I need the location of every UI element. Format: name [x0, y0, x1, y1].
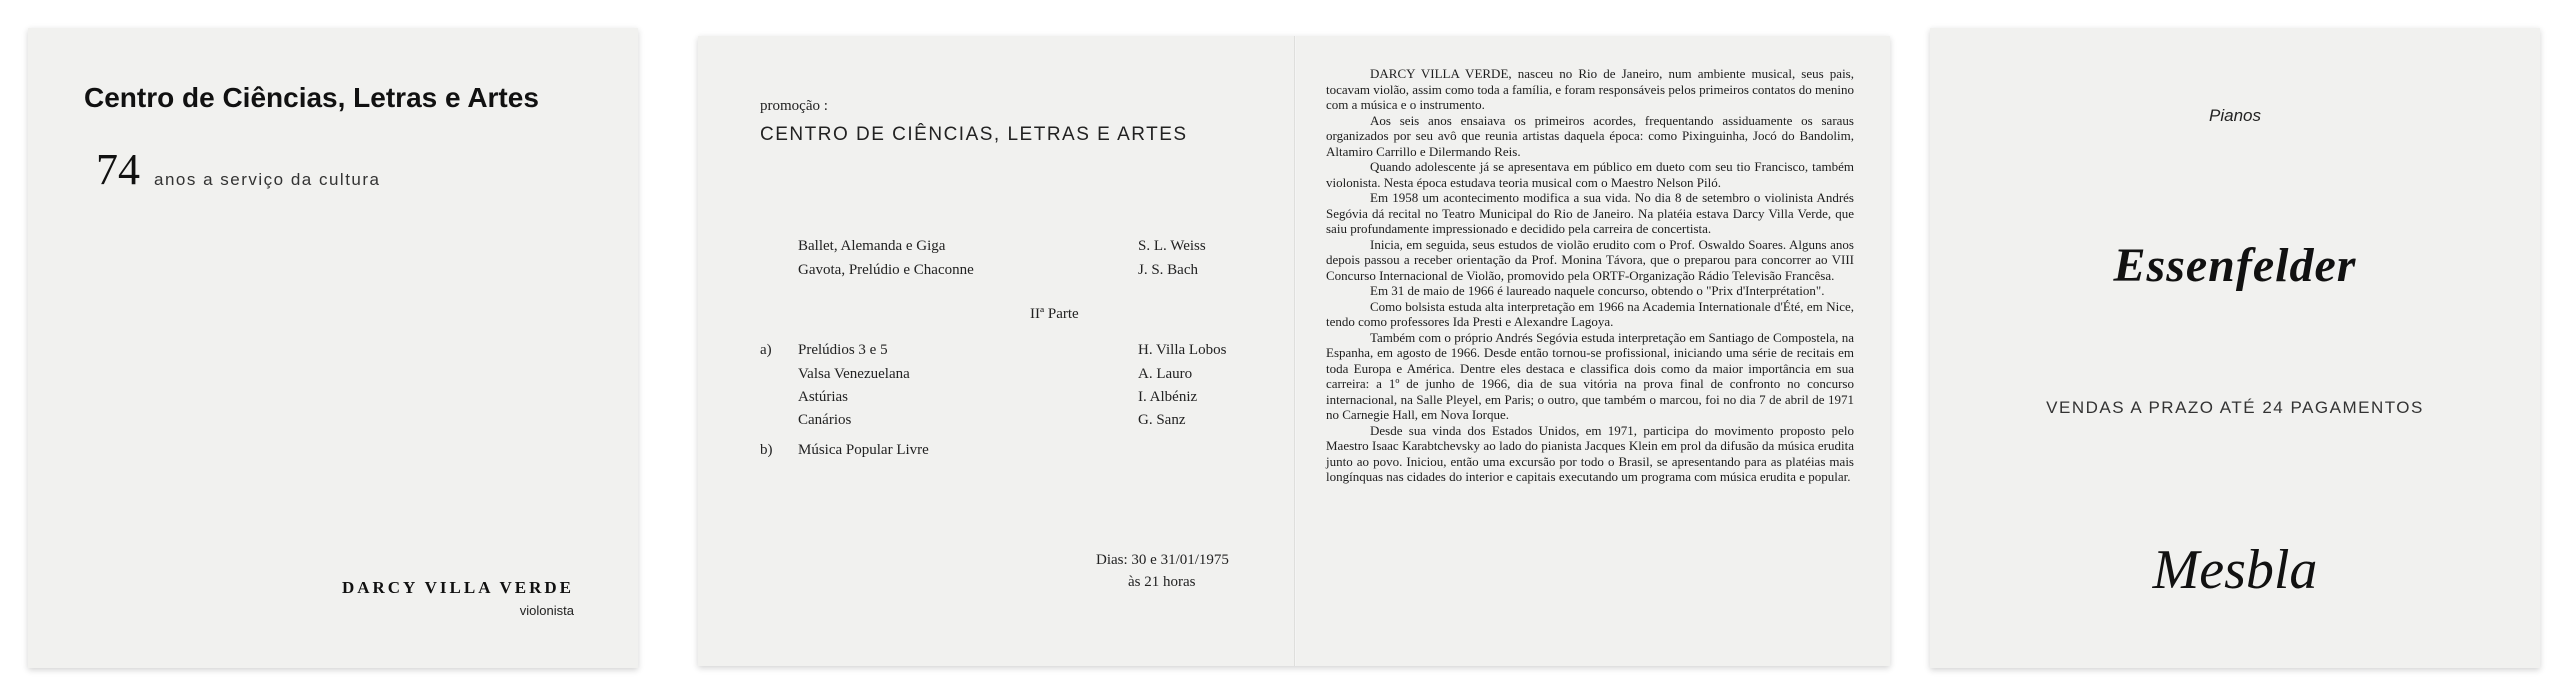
bio-paragraph: Desde sua vinda dos Estados Unidos, em 1971, participa do movimento proposto pelo Maestro Isaac Karabtchevsky ao lado do pianista Jacques Klein em prol da difusão da música erudita junto ao povo. Iniciou, então uma excursão por todo o Brasil, se apresentando para as platéias mais longínquas nas cidades do interior e capitais executando um programa com música erudita e popular.	[1326, 422, 1854, 484]
bio-paragraph: Quando adolescente já se apresentava em público em dueto com seu tio Francisco, também violonista. Nesta época estudava teoria musical com o Maestro Nelson Piló.	[1326, 159, 1854, 190]
program-work: Prelúdios 3 e 5	[798, 342, 888, 358]
cover-artist-name: DARCY VILLA VERDE	[341, 578, 574, 597]
cover-title: Centro de Ciências, Letras e Artes	[84, 82, 539, 113]
artist-biography	[1326, 66, 1854, 485]
program-composer: H. Villa Lobos	[1138, 342, 1227, 358]
promotion-organization: CENTRO DE CIÊNCIAS, LETRAS E ARTES	[760, 124, 1188, 145]
bio-paragraph: Em 1958 um acontecimento modifica a sua vida. No dia 8 de setembro o violinista Andrés Segóvia dá recital no Teatro Municipal do Rio de Janeiro. Na platéia estava Darcy Villa Verde, que saiu profundamente impressionado e decidido pela carreira de concertista.	[1326, 190, 1854, 236]
program-composer: S. L. Weiss	[1138, 238, 1206, 254]
program-item-marker: b)	[760, 442, 773, 458]
concert-time: às 21 horas	[1128, 574, 1196, 590]
promotion-label: promoção :	[760, 98, 828, 114]
bio-paragraph: Também com o próprio Andrés Segóvia estuda interpretação em Santiago de Compostela, na Espanha, em agosto de 1966. Desde então tornou-se profissional, iniciando uma série de recitais em toda Europa e América. Dentre eles destaca e classifica dois como da maior importância em sua carreira: a 1º de junho de 1966, dia de sua vitória na prova final de confronto no concurso internacional, na Salle Pleyel, em Paris; o outro, que também o marcou, foi no dia 7 de abril de 1971 no Carnegie Hall, em Nova Iorque.	[1326, 329, 1854, 422]
concert-dates: Dias: 30 e 31/01/1975	[1096, 552, 1229, 568]
cover-panel	[28, 28, 638, 668]
program-work: Valsa Venezuelana	[798, 366, 910, 382]
program-item-marker: a)	[760, 342, 772, 358]
program-work: Canários	[798, 412, 852, 428]
pianos-label: Pianos	[2209, 106, 2261, 125]
bio-paragraph: Aos seis anos ensaiava os primeiros acordes, frequentando assiduamente os saraus organizados por seu avô que reunia artistas daquela época: como Pixinguinha, Jocó do Bandolim, Altamiro Carrillo e Dilermando Reis.	[1326, 112, 1854, 159]
center-fold-divider	[1294, 36, 1296, 666]
cover-artist-role: violonista	[519, 603, 574, 618]
program-composer: G. Sanz	[1138, 412, 1186, 428]
back-cover-panel	[1930, 28, 2540, 668]
program-work: Gavota, Prelúdio e Chaconne	[798, 262, 974, 278]
cover-years-number: 74	[96, 145, 140, 194]
program-work: Música Popular Livre	[798, 442, 929, 458]
part-2-heading: IIª Parte	[1030, 306, 1079, 322]
program-composer: A. Lauro	[1138, 366, 1193, 382]
bio-paragraph: Em 31 de maio de 1966 é laureado naquele concurso, obtendo o "Prix d'Interprétation".	[1370, 283, 1825, 298]
store-logo: Mesbla	[2152, 539, 2318, 601]
program-composer: J. S. Bach	[1138, 262, 1198, 278]
sales-terms-text: VENDAS A PRAZO ATÉ 24 PAGAMENTOS	[2046, 398, 2424, 417]
program-composer: I. Albéniz	[1138, 389, 1198, 405]
brand-logo: Essenfelder	[2113, 239, 2357, 292]
program-work: Ballet, Alemanda e Giga	[798, 238, 946, 254]
cover-subtitle: anos a serviço da cultura	[154, 170, 381, 189]
bio-paragraph: DARCY VILLA VERDE, nasceu no Rio de Janeiro, num ambiente musical, seus pais, tocavam violão, assim como toda a família, e foram responsáveis pelos primeiros contatos do menino com a música e o instrumento.	[1326, 66, 1854, 112]
bio-paragraph: Como bolsista estuda alta interpretação em 1966 na Academia Internationale d'Été, em Nice, tendo como professores Ida Presti e Alexandre Lagoya.	[1326, 298, 1854, 329]
bio-paragraph: Inicia, em seguida, seus estudos de violão erudito com o Prof. Oswaldo Soares. Alguns anos depois passou a receber orientação da Prof. Monina Távora, que o preparou para concorrer ao VIII Concurso Internacional de Violão, promovido pela ORTF-Organização Rádio Televisão Francêsa.	[1326, 236, 1854, 283]
inner-spread-panel	[698, 36, 1890, 666]
program-work: Astúrias	[798, 389, 848, 405]
